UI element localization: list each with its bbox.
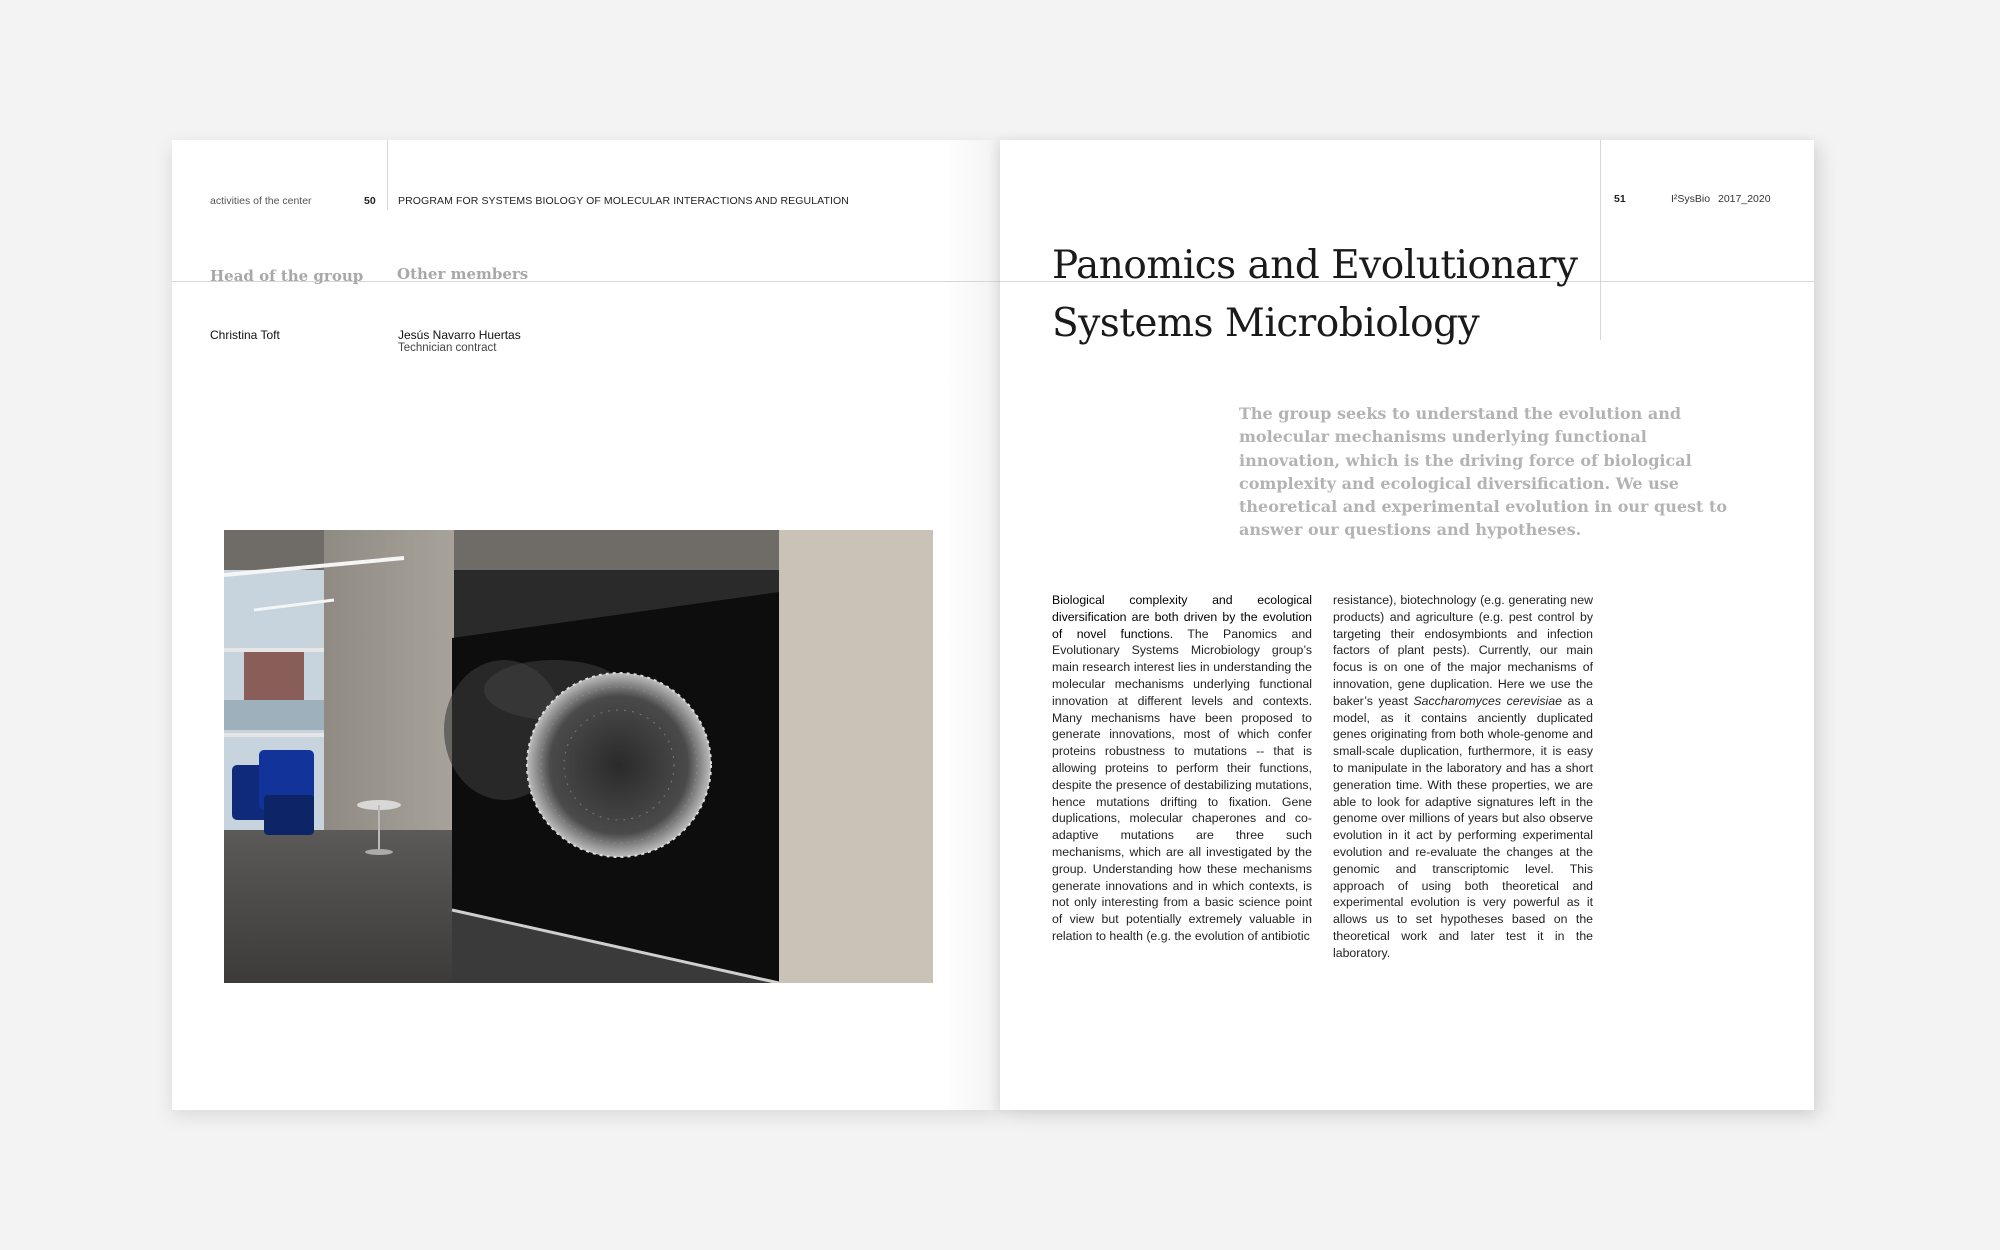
species-name: Saccharomyces cerevisiae — [1413, 693, 1562, 708]
gutter-shadow — [942, 140, 1000, 1110]
body-text-1: The Panomics and Evolutionary Systems Microbiology group’s main research interest lies in understanding the molecular mechanisms underlying functional innovation at different levels and contexts. Many mechanisms have been proposed to generate innovations, most of which confer proteins robustness to mutations -- that is allowing proteins to perform their functions, despite the presence of destabilizing mutations, hence mutations drifting to fixation. Gene duplications, molecular chaperones and co-adaptive mutations are three such mechanisms, which are all investigated by the group. Understanding how these mechanisms generate innovations and in which contexts, is not only interesting from a basic science point of view but potentially extremely valuable in relation to health (e.g. the evolution of antibiotic — [1052, 626, 1312, 943]
lobby-photo — [224, 530, 933, 983]
book-spread — [172, 140, 1814, 1110]
title-line-2: Systems Microbiology — [1052, 301, 1480, 346]
publication-years: 2017_2020 — [1718, 193, 1771, 205]
section-label: activities of the center — [210, 195, 312, 207]
member-role: Technician contract — [398, 342, 497, 354]
body-text-2b: as a model, as it contains anciently duplicated genes originating from both whole-genome and small-scale duplication, furthermore, it is easy to manipulate in the laboratory and has a short generation time. With these properties, we are able to look for adaptive signatures left in the genome over millions of years but also observe evolution in it act by performing experimental evolution and re-evaluate the changes at the genomic and transcriptomic level. This approach of using both theoretical and experimental evolution is very powerful as it allows us to set hypotheses based on the theoretical work and later test it in the laboratory. — [1333, 693, 1593, 960]
body-column-1 — [1052, 592, 1312, 945]
body-text-2a: resistance), biotechnology (e.g. generating new products) and agriculture (e.g. pest control by targeting their endosymbionts and infection factors of plant pests). Currently, our main focus is on one of the major mechanisms of innovation, gene duplication. Here we use the baker’s yeast — [1333, 593, 1593, 708]
head-name: Christina Toft — [210, 328, 280, 342]
other-members-label: Other members — [397, 265, 529, 283]
left-page — [172, 140, 1000, 1110]
head-of-group-label: Head of the group — [210, 267, 364, 285]
lead-paragraph: The group seeks to understand the evolution and molecular mechanisms underlying functional innovation, which is the driving force of biological complexity and ecological diversification. We use theoretical and experimental evolution in our quest to answer our questions and hypotheses. — [1239, 404, 1728, 540]
page-number-left: 50 — [364, 195, 376, 207]
title-line-1: Panomics and Evolutionary — [1052, 243, 1578, 288]
program-title: PROGRAM FOR SYSTEMS BIOLOGY OF MOLECULAR INTERACTIONS AND REGULATION — [398, 195, 849, 207]
right-page — [1000, 140, 1814, 1110]
publication-name: I²SysBio — [1671, 193, 1711, 205]
member-name: Jesús Navarro Huertas — [398, 328, 521, 342]
header-divider — [387, 140, 388, 210]
page-number-right: 51 — [1614, 193, 1626, 205]
body-column-2 — [1333, 592, 1593, 962]
page-title — [1052, 237, 1612, 353]
body-intro: Biological complexity and ecological diversification are both driven by the evolution of novel functions. — [1052, 593, 1312, 641]
